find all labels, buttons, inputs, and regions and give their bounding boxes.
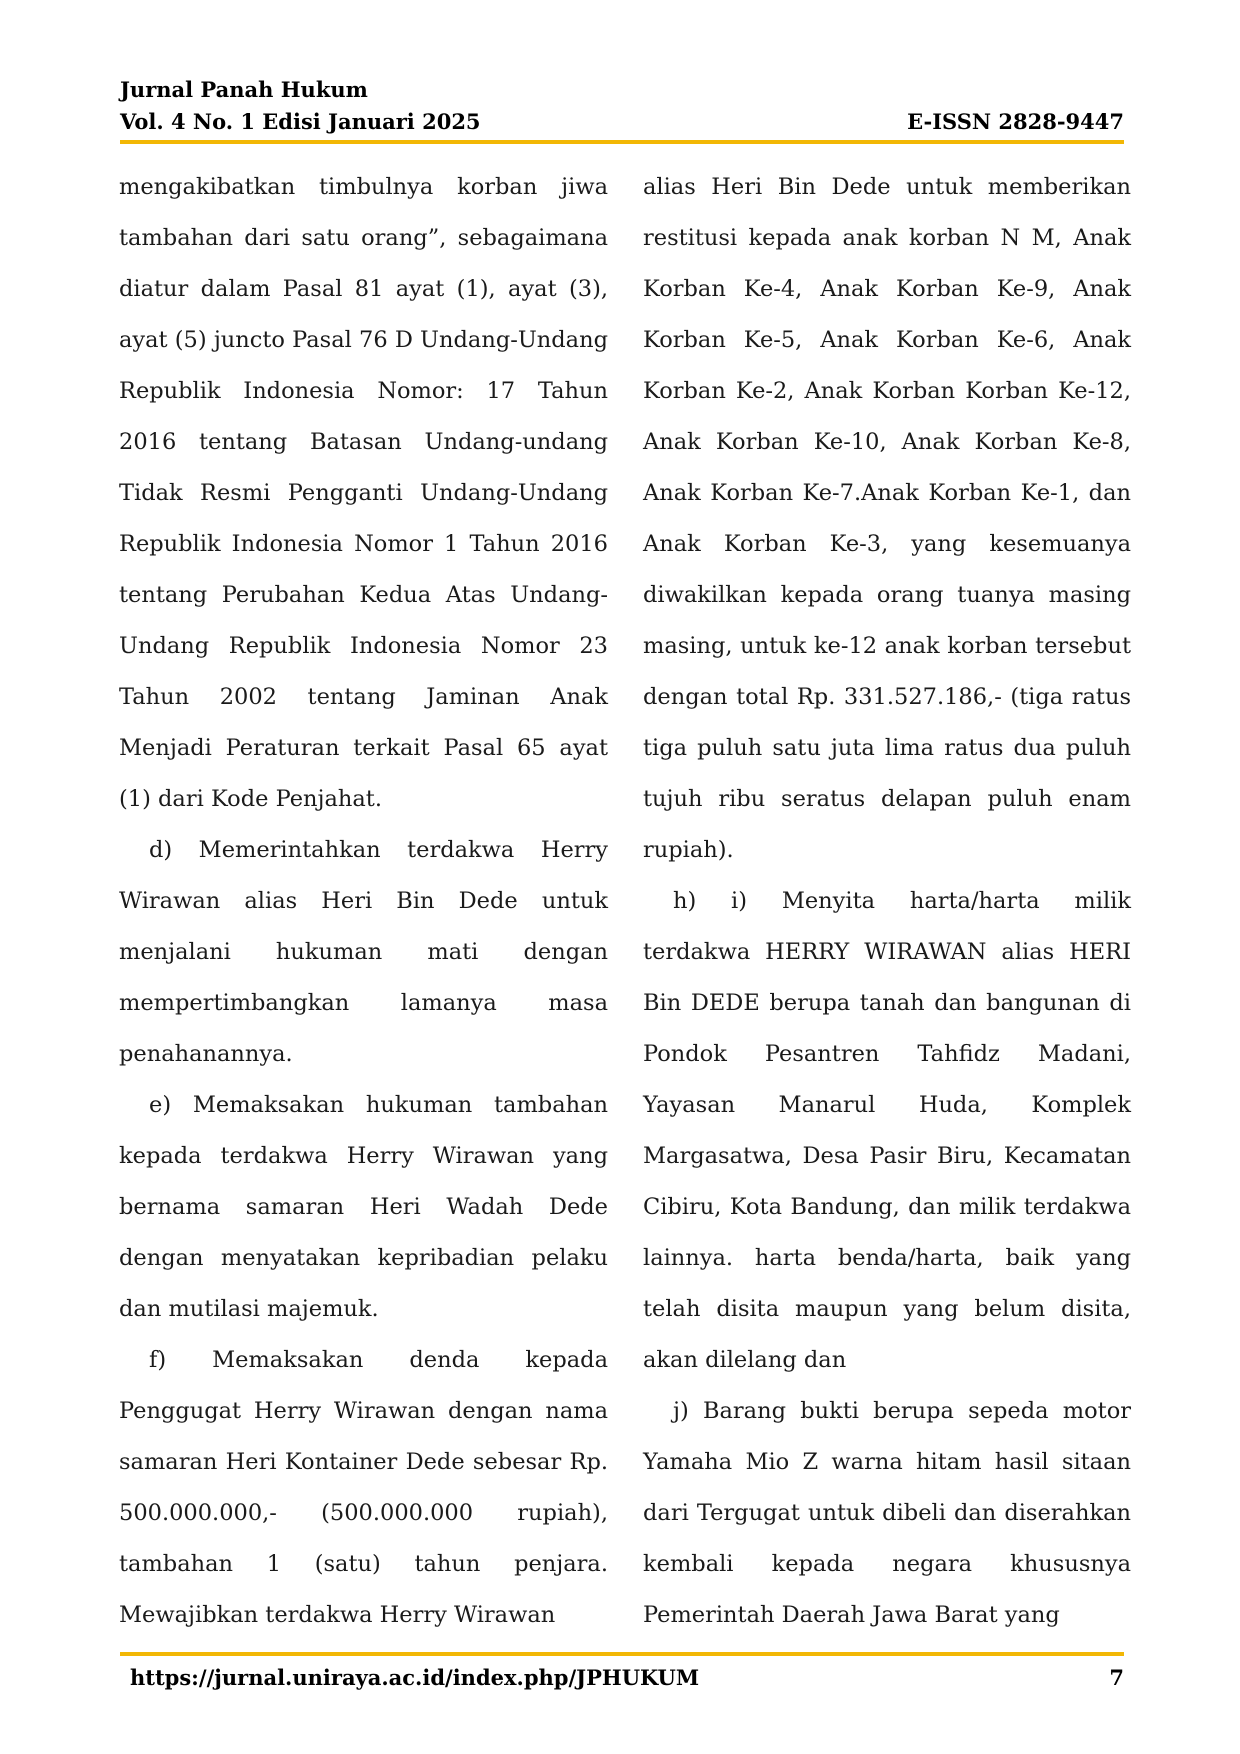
paragraph-e: e) Memaksakan hukuman tambahan kepada terdakwa Herry Wirawan yang bernama samaran Heri Wadah Dede dengan menyatakan kepribadian pelaku dan mutilasi majemuk. [119, 1092, 608, 1322]
issn: E-ISSN 2828-9447 [907, 109, 1124, 134]
journal-url-link[interactable]: https://jurnal.uniraya.ac.id/index.php/JPHUKUM [130, 1665, 700, 1690]
left-paragraph-continuation: mengakibatkan timbulnya korban jiwa tambahan dari satu orang”, sebagaimana diatur dalam Pasal 81 ayat (1), ayat (3), ayat (5) juncto Pasal 76 D Undang-Undang Republik Indonesia Nomor: 17 Tahun 2016 tentang Batasan Undang-undang Tidak Resmi Pengganti Undang-Undang Republik Indonesia Nomor 1 Tahun 2016 tentang Perubahan Kedua Atas Undang-Undang Republik Indonesia Nomor 23 Tahun 2002 tentang Jaminan Anak Menjadi Peraturan terkait Pasal 65 ayat (1) dari Kode Penjahat. [119, 174, 608, 812]
paragraph-f: f) Memaksakan denda kepada Penggugat Herry Wirawan dengan nama samaran Heri Kontainer Dede sebesar Rp. 500.000.000,- (500.000.000 rupiah), tambahan 1 (satu) tahun penjara. Mewajibkan terdakwa Herry Wirawan [119, 1347, 608, 1628]
volume-info: Vol. 4 No. 1 Edisi Januari 2025 [120, 109, 481, 134]
page-footer [130, 1662, 1124, 1694]
header-row [120, 106, 1124, 138]
page-number: 7 [1109, 1665, 1124, 1690]
left-column [119, 162, 608, 1641]
footer-rule [120, 1652, 1124, 1656]
header-rule [120, 140, 1124, 144]
page-header [120, 74, 1124, 138]
paragraph-d: d) Memerintahkan terdakwa Herry Wirawan alias Heri Bin Dede untuk menjalani hukuman mati dengan mempertimbangkan lamanya masa penahanannya. [119, 837, 608, 1067]
right-paragraph-continuation: alias Heri Bin Dede untuk memberikan restitusi kepada anak korban N M, Anak Korban Ke-4, Anak Korban Ke-9, Anak Korban Ke-5, Anak Korban Ke-6, Anak Korban Ke-2, Anak Korban Korban Ke-12, Anak Korban Ke-10, Anak Korban Ke-8, Anak Korban Ke-7.Anak Korban Ke-1, dan Anak Korban Ke-3, yang kesemuanya diwakilkan kepada orang tuanya masing masing, untuk ke-12 anak korban tersebut dengan total Rp. 331.527.186,- (tiga ratus tiga puluh satu juta lima ratus dua puluh tujuh ribu seratus delapan puluh enam rupiah). [643, 174, 1131, 863]
journal-title: Jurnal Panah Hukum [120, 77, 368, 102]
paragraph-h: h) i) Menyita harta/harta milik terdakwa HERRY WIRAWAN alias HERI Bin DEDE berupa tanah dan bangunan di Pondok Pesantren Tahfidz Madani, Yayasan Manarul Huda, Komplek Margasatwa, Desa Pasir Biru, Kecamatan Cibiru, Kota Bandung, dan milik terdakwa lainnya. harta benda/harta, baik yang telah disita maupun yang belum disita, akan dilelang dan [643, 888, 1131, 1373]
right-column [643, 162, 1131, 1641]
paragraph-j: j) Barang bukti berupa sepeda motor Yamaha Mio Z warna hitam hasil sitaan dari Tergugat untuk dibeli dan diserahkan kembali kepada negara khususnya Pemerintah Daerah Jawa Barat yang [643, 1398, 1131, 1628]
